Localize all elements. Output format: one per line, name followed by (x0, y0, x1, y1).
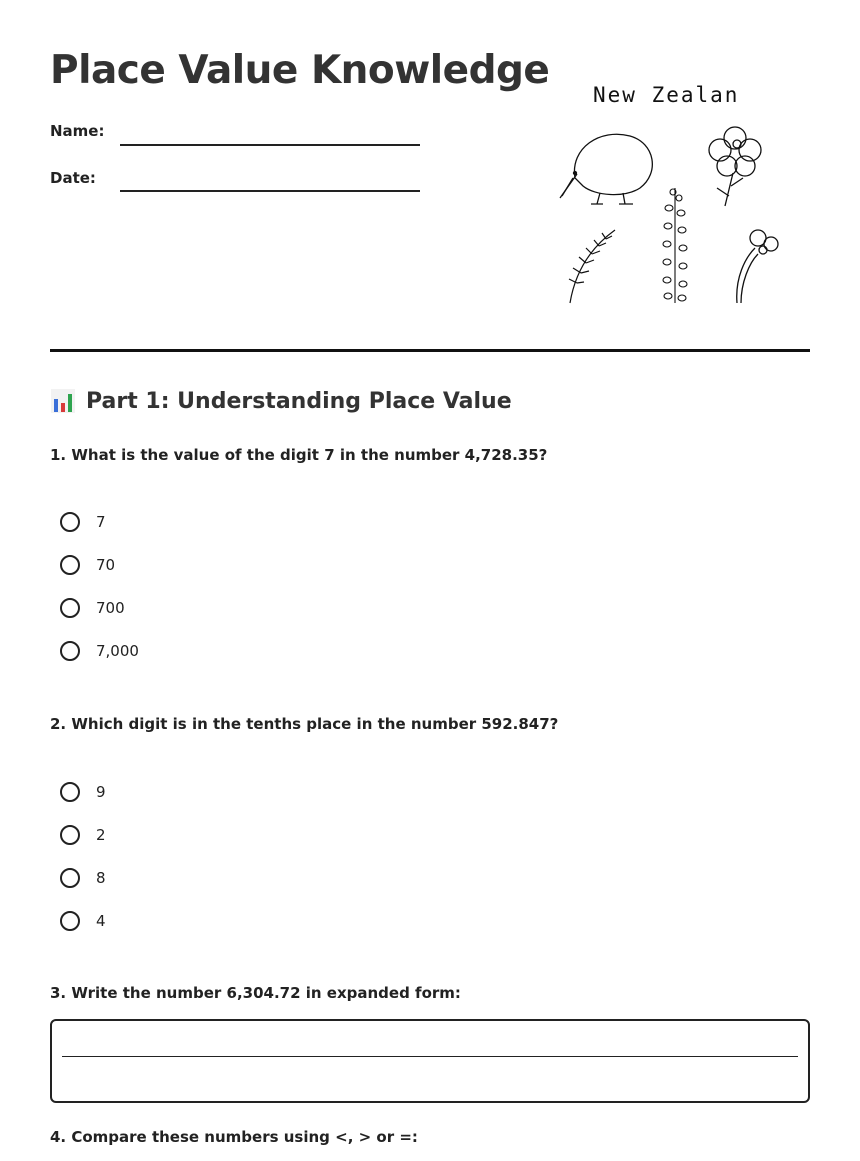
q1-option-2[interactable] (60, 553, 115, 577)
fern-icon (569, 230, 615, 303)
flower-icon (709, 127, 761, 206)
option-label: 70 (96, 556, 116, 574)
option-label: 700 (96, 599, 125, 617)
expanded-form-answer-box[interactable] (50, 1019, 810, 1103)
answer-line (62, 1056, 798, 1057)
q2-option-1[interactable] (60, 780, 106, 804)
q1-option-4[interactable] (60, 639, 139, 663)
radio-button[interactable] (60, 868, 80, 888)
kiwi-bird-icon (560, 134, 652, 204)
option-label: 7 (96, 513, 106, 531)
radio-button[interactable] (60, 911, 80, 931)
question-1: 1. What is the value of the digit 7 in the number 4,728.35? (50, 446, 548, 464)
q2-option-4[interactable] (60, 909, 106, 933)
date-input-line[interactable] (120, 190, 420, 192)
part1-title-text: Part 1: Understanding Place Value (86, 388, 512, 414)
radio-button[interactable] (60, 825, 80, 845)
part1-title (50, 388, 512, 414)
q2-option-2[interactable] (60, 823, 106, 847)
q1-option-3[interactable] (60, 596, 125, 620)
radio-button[interactable] (60, 641, 80, 661)
option-label: 9 (96, 783, 106, 801)
date-label: Date: (50, 169, 96, 187)
new-zealand-illustration (555, 78, 785, 310)
name-label: Name: (50, 122, 105, 140)
radio-button[interactable] (60, 555, 80, 575)
hebe-plant-icon (663, 188, 687, 303)
name-input-line[interactable] (120, 144, 420, 146)
option-label: 8 (96, 869, 106, 887)
page-title: Place Value Knowledge (50, 48, 550, 93)
question-3: 3. Write the number 6,304.72 in expanded form: (50, 984, 461, 1002)
radio-button[interactable] (60, 512, 80, 532)
question-2: 2. Which digit is in the tenths place in the number 592.847? (50, 715, 559, 733)
radio-button[interactable] (60, 598, 80, 618)
question-4: 4. Compare these numbers using <, > or =: (50, 1128, 418, 1146)
option-label: 4 (96, 912, 106, 930)
illustration-caption: New Zealan (593, 83, 740, 107)
q2-option-3[interactable] (60, 866, 106, 890)
bar-chart-icon (50, 388, 76, 414)
radio-button[interactable] (60, 782, 80, 802)
option-label: 7,000 (96, 642, 139, 660)
q1-option-1[interactable] (60, 510, 106, 534)
option-label: 2 (96, 826, 106, 844)
header-divider (50, 349, 810, 352)
berry-branch-icon (737, 230, 778, 303)
